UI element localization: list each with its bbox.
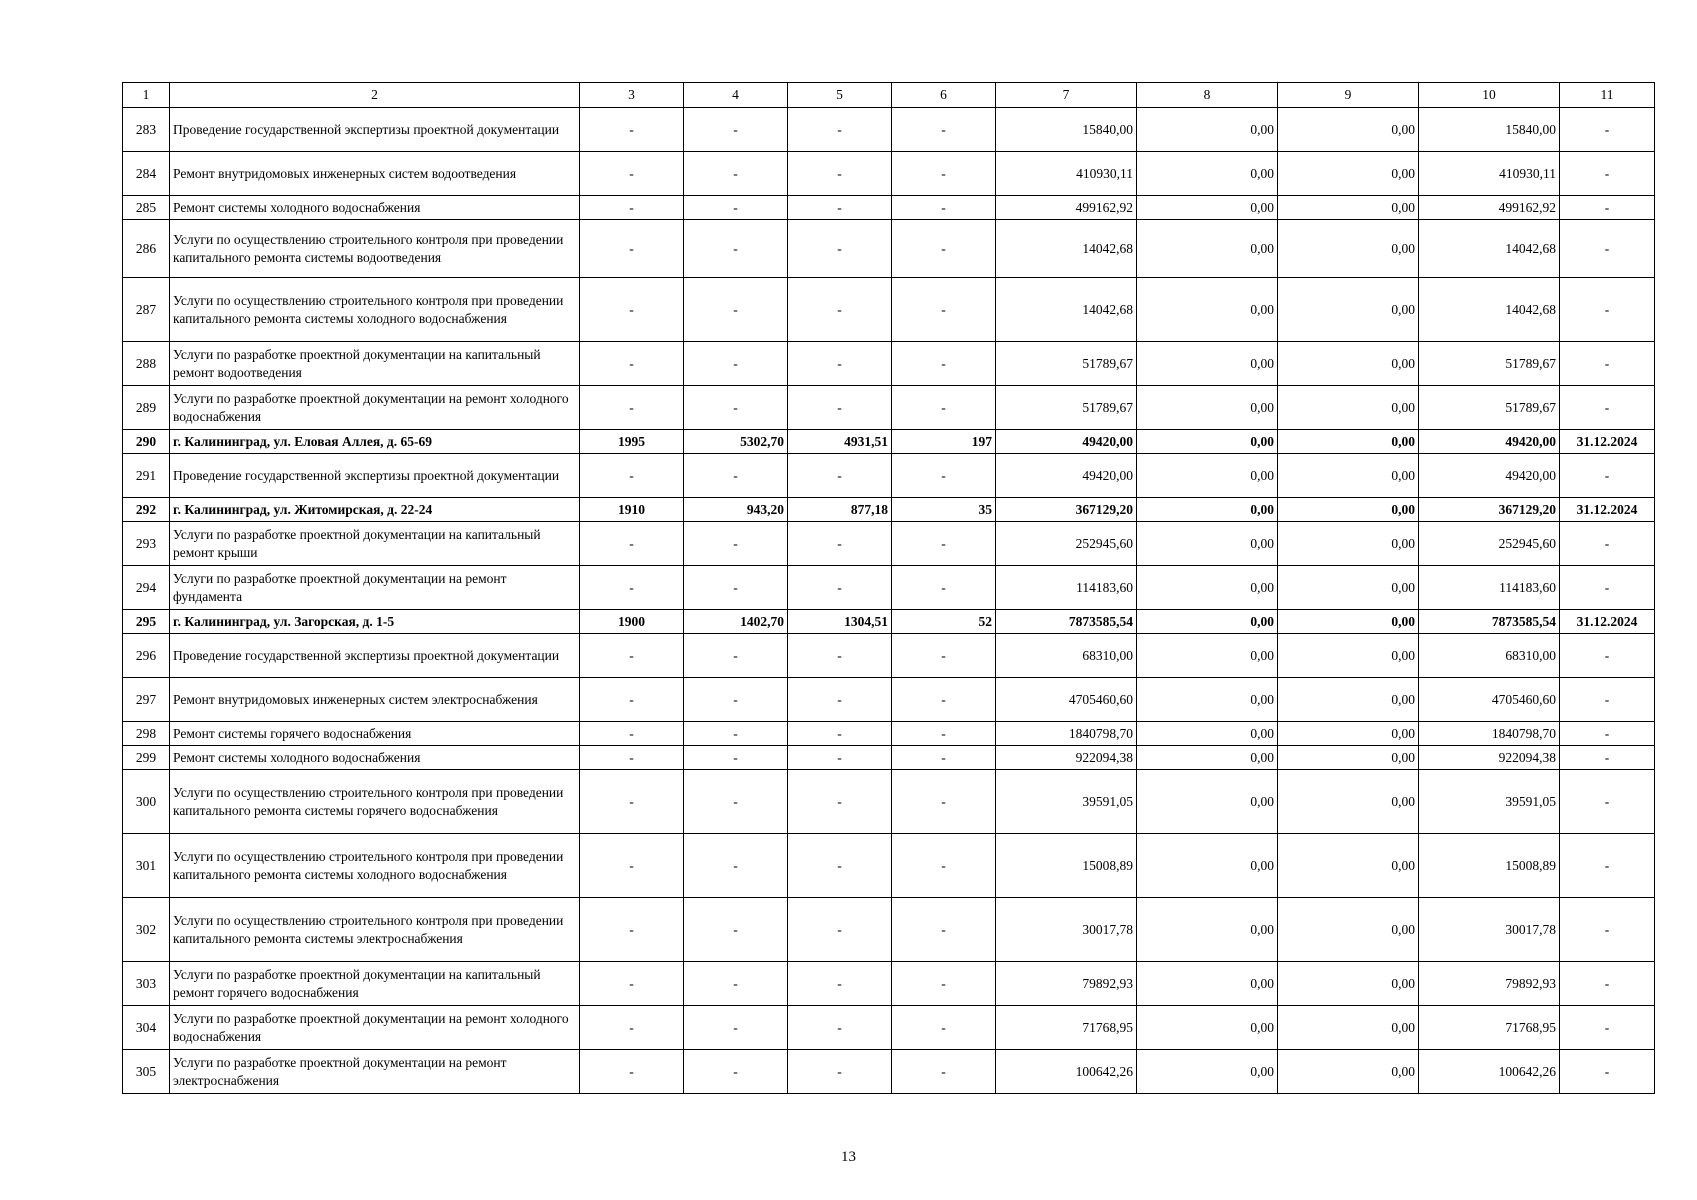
work-description: Проведение государственной экспертизы проектной документации xyxy=(170,634,580,678)
col-8-value: 0,00 xyxy=(1137,278,1278,342)
col-10-value: 499162,92 xyxy=(1419,196,1560,220)
col-10-value: 79892,93 xyxy=(1419,962,1560,1006)
col-7-value: 367129,20 xyxy=(996,498,1137,522)
col-4-value: - xyxy=(684,770,788,834)
col-6-value: - xyxy=(892,196,996,220)
col-8-value: 0,00 xyxy=(1137,152,1278,196)
work-description: Проведение государственной экспертизы проектной документации xyxy=(170,454,580,498)
col-11-value: - xyxy=(1560,220,1655,278)
col-7-value: 51789,67 xyxy=(996,386,1137,430)
col-9-value: 0,00 xyxy=(1278,1050,1419,1094)
col-9-value: 0,00 xyxy=(1278,610,1419,634)
col-10-value: 114183,60 xyxy=(1419,566,1560,610)
work-description: Услуги по осуществлению строительного контроля при проведении капитального ремонта системы горячего водоснабжения xyxy=(170,770,580,834)
col-6-value: - xyxy=(892,834,996,898)
table-row xyxy=(123,342,1655,386)
col-9-value: 0,00 xyxy=(1278,278,1419,342)
col-10-value: 14042,68 xyxy=(1419,278,1560,342)
work-description: Ремонт внутридомовых инженерных систем водоотведения xyxy=(170,152,580,196)
col-6-value: - xyxy=(892,220,996,278)
col-11-value: - xyxy=(1560,746,1655,770)
col-3-value: - xyxy=(580,386,684,430)
col-5-value: - xyxy=(788,196,892,220)
col-6-value: - xyxy=(892,1050,996,1094)
col-3-value: - xyxy=(580,746,684,770)
work-description: Услуги по разработке проектной документации на капитальный ремонт горячего водоснабжения xyxy=(170,962,580,1006)
col-4-value: - xyxy=(684,1006,788,1050)
col-6-value: - xyxy=(892,1006,996,1050)
col-5-value: - xyxy=(788,108,892,152)
column-header: 7 xyxy=(996,83,1137,108)
col-9-value: 0,00 xyxy=(1278,454,1419,498)
col-4-value: - xyxy=(684,278,788,342)
column-header: 11 xyxy=(1560,83,1655,108)
col-10-value: 49420,00 xyxy=(1419,454,1560,498)
col-5-value: - xyxy=(788,278,892,342)
col-7-value: 14042,68 xyxy=(996,220,1137,278)
col-7-value: 1840798,70 xyxy=(996,722,1137,746)
table-row xyxy=(123,386,1655,430)
col-4-value: - xyxy=(684,834,788,898)
col-9-value: 0,00 xyxy=(1278,634,1419,678)
column-header: 10 xyxy=(1419,83,1560,108)
col-3-value: - xyxy=(580,278,684,342)
table-row xyxy=(123,834,1655,898)
col-9-value: 0,00 xyxy=(1278,152,1419,196)
col-8-value: 0,00 xyxy=(1137,898,1278,962)
col-5-value: - xyxy=(788,220,892,278)
col-7-value: 15840,00 xyxy=(996,108,1137,152)
col-9-value: 0,00 xyxy=(1278,770,1419,834)
row-number: 285 xyxy=(123,196,170,220)
col-4-value: - xyxy=(684,566,788,610)
col-8-value: 0,00 xyxy=(1137,962,1278,1006)
col-4-value: - xyxy=(684,386,788,430)
col-3-value: - xyxy=(580,108,684,152)
row-number: 290 xyxy=(123,430,170,454)
col-3-value: - xyxy=(580,454,684,498)
row-number: 283 xyxy=(123,108,170,152)
col-3-value: - xyxy=(580,634,684,678)
table-row xyxy=(123,634,1655,678)
col-6-value: - xyxy=(892,746,996,770)
row-number: 295 xyxy=(123,610,170,634)
col-11-value: - xyxy=(1560,678,1655,722)
col-11-value: - xyxy=(1560,634,1655,678)
work-description: Услуги по разработке проектной документации на ремонт электроснабжения xyxy=(170,1050,580,1094)
col-8-value: 0,00 xyxy=(1137,498,1278,522)
col-3-value: - xyxy=(580,220,684,278)
col-8-value: 0,00 xyxy=(1137,386,1278,430)
col-7-value: 14042,68 xyxy=(996,278,1137,342)
col-6-value: - xyxy=(892,522,996,566)
col-3-value: - xyxy=(580,722,684,746)
table-row xyxy=(123,196,1655,220)
col-7-value: 49420,00 xyxy=(996,454,1137,498)
col-3-value: - xyxy=(580,898,684,962)
row-number: 301 xyxy=(123,834,170,898)
col-11-value: - xyxy=(1560,898,1655,962)
row-number: 291 xyxy=(123,454,170,498)
column-header: 1 xyxy=(123,83,170,108)
address-row xyxy=(123,498,1655,522)
col-11-value: - xyxy=(1560,342,1655,386)
col-8-value: 0,00 xyxy=(1137,722,1278,746)
col-7-value: 30017,78 xyxy=(996,898,1137,962)
col-4-value: - xyxy=(684,678,788,722)
col-10-value: 922094,38 xyxy=(1419,746,1560,770)
col-5-value: - xyxy=(788,1050,892,1094)
col-7-value: 4705460,60 xyxy=(996,678,1137,722)
table-row xyxy=(123,770,1655,834)
col-6-value: - xyxy=(892,722,996,746)
work-description: Услуги по разработке проектной документации на капитальный ремонт водоотведения xyxy=(170,342,580,386)
col-4-value: - xyxy=(684,454,788,498)
col-11-value: - xyxy=(1560,770,1655,834)
col-7-value: 410930,11 xyxy=(996,152,1137,196)
table-row xyxy=(123,566,1655,610)
col-4-value: - xyxy=(684,634,788,678)
table-row xyxy=(123,220,1655,278)
work-description: Услуги по осуществлению строительного контроля при проведении капитального ремонта системы водоотведения xyxy=(170,220,580,278)
row-number: 303 xyxy=(123,962,170,1006)
col-5-value: - xyxy=(788,898,892,962)
col-11-value: 31.12.2024 xyxy=(1560,498,1655,522)
col-4-value: 943,20 xyxy=(684,498,788,522)
table-row xyxy=(123,962,1655,1006)
col-4-value: - xyxy=(684,220,788,278)
col-4-value: - xyxy=(684,196,788,220)
work-description: г. Калининград, ул. Житомирская, д. 22-24 xyxy=(170,498,580,522)
col-8-value: 0,00 xyxy=(1137,834,1278,898)
col-3-value: 1900 xyxy=(580,610,684,634)
work-description: Ремонт системы холодного водоснабжения xyxy=(170,746,580,770)
col-5-value: - xyxy=(788,566,892,610)
row-number: 287 xyxy=(123,278,170,342)
col-3-value: - xyxy=(580,1006,684,1050)
col-7-value: 499162,92 xyxy=(996,196,1137,220)
col-7-value: 922094,38 xyxy=(996,746,1137,770)
row-number: 299 xyxy=(123,746,170,770)
col-6-value: - xyxy=(892,566,996,610)
col-7-value: 100642,26 xyxy=(996,1050,1137,1094)
row-number: 289 xyxy=(123,386,170,430)
table-header-row xyxy=(123,83,1655,108)
work-description: г. Калининград, ул. Загорская, д. 1-5 xyxy=(170,610,580,634)
col-11-value: - xyxy=(1560,152,1655,196)
work-description: г. Калининград, ул. Еловая Аллея, д. 65-69 xyxy=(170,430,580,454)
table-row xyxy=(123,1050,1655,1094)
col-11-value: - xyxy=(1560,1050,1655,1094)
col-8-value: 0,00 xyxy=(1137,342,1278,386)
col-9-value: 0,00 xyxy=(1278,196,1419,220)
col-3-value: - xyxy=(580,152,684,196)
work-schedule-table xyxy=(122,82,1655,1094)
col-4-value: - xyxy=(684,152,788,196)
col-7-value: 68310,00 xyxy=(996,634,1137,678)
col-9-value: 0,00 xyxy=(1278,962,1419,1006)
col-9-value: 0,00 xyxy=(1278,678,1419,722)
col-9-value: 0,00 xyxy=(1278,386,1419,430)
col-11-value: 31.12.2024 xyxy=(1560,610,1655,634)
col-10-value: 30017,78 xyxy=(1419,898,1560,962)
column-header: 9 xyxy=(1278,83,1419,108)
col-11-value: - xyxy=(1560,454,1655,498)
row-number: 293 xyxy=(123,522,170,566)
col-11-value: - xyxy=(1560,278,1655,342)
col-7-value: 39591,05 xyxy=(996,770,1137,834)
col-8-value: 0,00 xyxy=(1137,678,1278,722)
col-9-value: 0,00 xyxy=(1278,522,1419,566)
row-number: 297 xyxy=(123,678,170,722)
col-10-value: 51789,67 xyxy=(1419,386,1560,430)
col-11-value: - xyxy=(1560,196,1655,220)
row-number: 304 xyxy=(123,1006,170,1050)
col-3-value: - xyxy=(580,962,684,1006)
col-8-value: 0,00 xyxy=(1137,1050,1278,1094)
col-6-value: - xyxy=(892,678,996,722)
column-header: 2 xyxy=(170,83,580,108)
col-3-value: - xyxy=(580,196,684,220)
col-10-value: 15840,00 xyxy=(1419,108,1560,152)
col-8-value: 0,00 xyxy=(1137,196,1278,220)
work-description: Услуги по осуществлению строительного контроля при проведении капитального ремонта системы холодного водоснабжения xyxy=(170,278,580,342)
col-10-value: 71768,95 xyxy=(1419,1006,1560,1050)
col-6-value: - xyxy=(892,454,996,498)
col-8-value: 0,00 xyxy=(1137,770,1278,834)
col-9-value: 0,00 xyxy=(1278,746,1419,770)
col-11-value: - xyxy=(1560,386,1655,430)
col-5-value: - xyxy=(788,152,892,196)
col-6-value: 52 xyxy=(892,610,996,634)
table-row xyxy=(123,898,1655,962)
col-10-value: 49420,00 xyxy=(1419,430,1560,454)
col-11-value: - xyxy=(1560,566,1655,610)
table-row xyxy=(123,454,1655,498)
row-number: 292 xyxy=(123,498,170,522)
col-11-value: - xyxy=(1560,834,1655,898)
table-row xyxy=(123,108,1655,152)
col-9-value: 0,00 xyxy=(1278,898,1419,962)
col-8-value: 0,00 xyxy=(1137,454,1278,498)
col-5-value: - xyxy=(788,386,892,430)
address-row xyxy=(123,610,1655,634)
col-11-value: - xyxy=(1560,722,1655,746)
col-5-value: 4931,51 xyxy=(788,430,892,454)
work-description: Услуги по разработке проектной документации на ремонт фундамента xyxy=(170,566,580,610)
col-6-value: 35 xyxy=(892,498,996,522)
col-5-value: - xyxy=(788,634,892,678)
col-5-value: - xyxy=(788,1006,892,1050)
col-6-value: - xyxy=(892,342,996,386)
col-8-value: 0,00 xyxy=(1137,108,1278,152)
table-row xyxy=(123,1006,1655,1050)
col-5-value: - xyxy=(788,342,892,386)
col-10-value: 410930,11 xyxy=(1419,152,1560,196)
column-header: 8 xyxy=(1137,83,1278,108)
work-description: Ремонт системы холодного водоснабжения xyxy=(170,196,580,220)
table-row xyxy=(123,152,1655,196)
work-description: Услуги по осуществлению строительного контроля при проведении капитального ремонта системы электроснабжения xyxy=(170,898,580,962)
col-9-value: 0,00 xyxy=(1278,1006,1419,1050)
col-4-value: - xyxy=(684,746,788,770)
row-number: 298 xyxy=(123,722,170,746)
col-10-value: 14042,68 xyxy=(1419,220,1560,278)
col-6-value: - xyxy=(892,152,996,196)
col-3-value: 1995 xyxy=(580,430,684,454)
col-4-value: - xyxy=(684,898,788,962)
col-11-value: 31.12.2024 xyxy=(1560,430,1655,454)
col-6-value: - xyxy=(892,898,996,962)
col-4-value: - xyxy=(684,342,788,386)
col-7-value: 49420,00 xyxy=(996,430,1137,454)
col-8-value: 0,00 xyxy=(1137,566,1278,610)
work-description: Услуги по разработке проектной документации на ремонт холодного водоснабжения xyxy=(170,386,580,430)
work-description: Услуги по разработке проектной документации на капитальный ремонт крыши xyxy=(170,522,580,566)
column-header: 3 xyxy=(580,83,684,108)
col-10-value: 367129,20 xyxy=(1419,498,1560,522)
col-8-value: 0,00 xyxy=(1137,220,1278,278)
col-4-value: - xyxy=(684,108,788,152)
work-description: Услуги по осуществлению строительного контроля при проведении капитального ремонта системы холодного водоснабжения xyxy=(170,834,580,898)
col-5-value: 1304,51 xyxy=(788,610,892,634)
col-7-value: 15008,89 xyxy=(996,834,1137,898)
page-number: 13 xyxy=(841,1149,856,1165)
col-3-value: - xyxy=(580,342,684,386)
table-row xyxy=(123,722,1655,746)
col-10-value: 15008,89 xyxy=(1419,834,1560,898)
col-9-value: 0,00 xyxy=(1278,108,1419,152)
col-5-value: - xyxy=(788,454,892,498)
col-9-value: 0,00 xyxy=(1278,430,1419,454)
col-9-value: 0,00 xyxy=(1278,722,1419,746)
col-4-value: - xyxy=(684,962,788,1006)
col-5-value: - xyxy=(788,522,892,566)
col-6-value: - xyxy=(892,278,996,342)
col-3-value: - xyxy=(580,522,684,566)
column-header: 4 xyxy=(684,83,788,108)
col-11-value: - xyxy=(1560,962,1655,1006)
col-8-value: 0,00 xyxy=(1137,522,1278,566)
col-7-value: 71768,95 xyxy=(996,1006,1137,1050)
col-11-value: - xyxy=(1560,522,1655,566)
table-row xyxy=(123,278,1655,342)
col-4-value: - xyxy=(684,722,788,746)
col-6-value: 197 xyxy=(892,430,996,454)
col-5-value: - xyxy=(788,722,892,746)
work-description: Ремонт внутридомовых инженерных систем электроснабжения xyxy=(170,678,580,722)
col-8-value: 0,00 xyxy=(1137,610,1278,634)
col-6-value: - xyxy=(892,770,996,834)
col-3-value: - xyxy=(580,770,684,834)
table-row xyxy=(123,678,1655,722)
col-5-value: - xyxy=(788,770,892,834)
col-8-value: 0,00 xyxy=(1137,430,1278,454)
col-7-value: 114183,60 xyxy=(996,566,1137,610)
table-row xyxy=(123,746,1655,770)
work-description: Услуги по разработке проектной документации на ремонт холодного водоснабжения xyxy=(170,1006,580,1050)
col-4-value: - xyxy=(684,1050,788,1094)
col-10-value: 7873585,54 xyxy=(1419,610,1560,634)
col-11-value: - xyxy=(1560,1006,1655,1050)
col-6-value: - xyxy=(892,962,996,1006)
col-7-value: 51789,67 xyxy=(996,342,1137,386)
col-8-value: 0,00 xyxy=(1137,1006,1278,1050)
col-10-value: 39591,05 xyxy=(1419,770,1560,834)
row-number: 302 xyxy=(123,898,170,962)
col-6-value: - xyxy=(892,634,996,678)
col-9-value: 0,00 xyxy=(1278,834,1419,898)
col-8-value: 0,00 xyxy=(1137,746,1278,770)
col-5-value: - xyxy=(788,678,892,722)
address-row xyxy=(123,430,1655,454)
col-10-value: 1840798,70 xyxy=(1419,722,1560,746)
column-header: 6 xyxy=(892,83,996,108)
col-3-value: 1910 xyxy=(580,498,684,522)
col-10-value: 4705460,60 xyxy=(1419,678,1560,722)
col-5-value: - xyxy=(788,834,892,898)
column-header: 5 xyxy=(788,83,892,108)
col-10-value: 252945,60 xyxy=(1419,522,1560,566)
row-number: 305 xyxy=(123,1050,170,1094)
row-number: 296 xyxy=(123,634,170,678)
col-5-value: - xyxy=(788,962,892,1006)
col-3-value: - xyxy=(580,1050,684,1094)
col-10-value: 68310,00 xyxy=(1419,634,1560,678)
col-9-value: 0,00 xyxy=(1278,220,1419,278)
table-row xyxy=(123,522,1655,566)
col-6-value: - xyxy=(892,386,996,430)
col-7-value: 252945,60 xyxy=(996,522,1137,566)
col-3-value: - xyxy=(580,834,684,898)
col-3-value: - xyxy=(580,678,684,722)
col-9-value: 0,00 xyxy=(1278,498,1419,522)
col-10-value: 51789,67 xyxy=(1419,342,1560,386)
row-number: 288 xyxy=(123,342,170,386)
col-7-value: 79892,93 xyxy=(996,962,1137,1006)
col-10-value: 100642,26 xyxy=(1419,1050,1560,1094)
col-5-value: - xyxy=(788,746,892,770)
col-9-value: 0,00 xyxy=(1278,342,1419,386)
row-number: 286 xyxy=(123,220,170,278)
col-7-value: 7873585,54 xyxy=(996,610,1137,634)
work-description: Ремонт системы горячего водоснабжения xyxy=(170,722,580,746)
col-8-value: 0,00 xyxy=(1137,634,1278,678)
col-11-value: - xyxy=(1560,108,1655,152)
col-4-value: - xyxy=(684,522,788,566)
col-5-value: 877,18 xyxy=(788,498,892,522)
row-number: 294 xyxy=(123,566,170,610)
col-4-value: 1402,70 xyxy=(684,610,788,634)
work-description: Проведение государственной экспертизы проектной документации xyxy=(170,108,580,152)
row-number: 300 xyxy=(123,770,170,834)
col-9-value: 0,00 xyxy=(1278,566,1419,610)
col-3-value: - xyxy=(580,566,684,610)
col-4-value: 5302,70 xyxy=(684,430,788,454)
row-number: 284 xyxy=(123,152,170,196)
col-6-value: - xyxy=(892,108,996,152)
